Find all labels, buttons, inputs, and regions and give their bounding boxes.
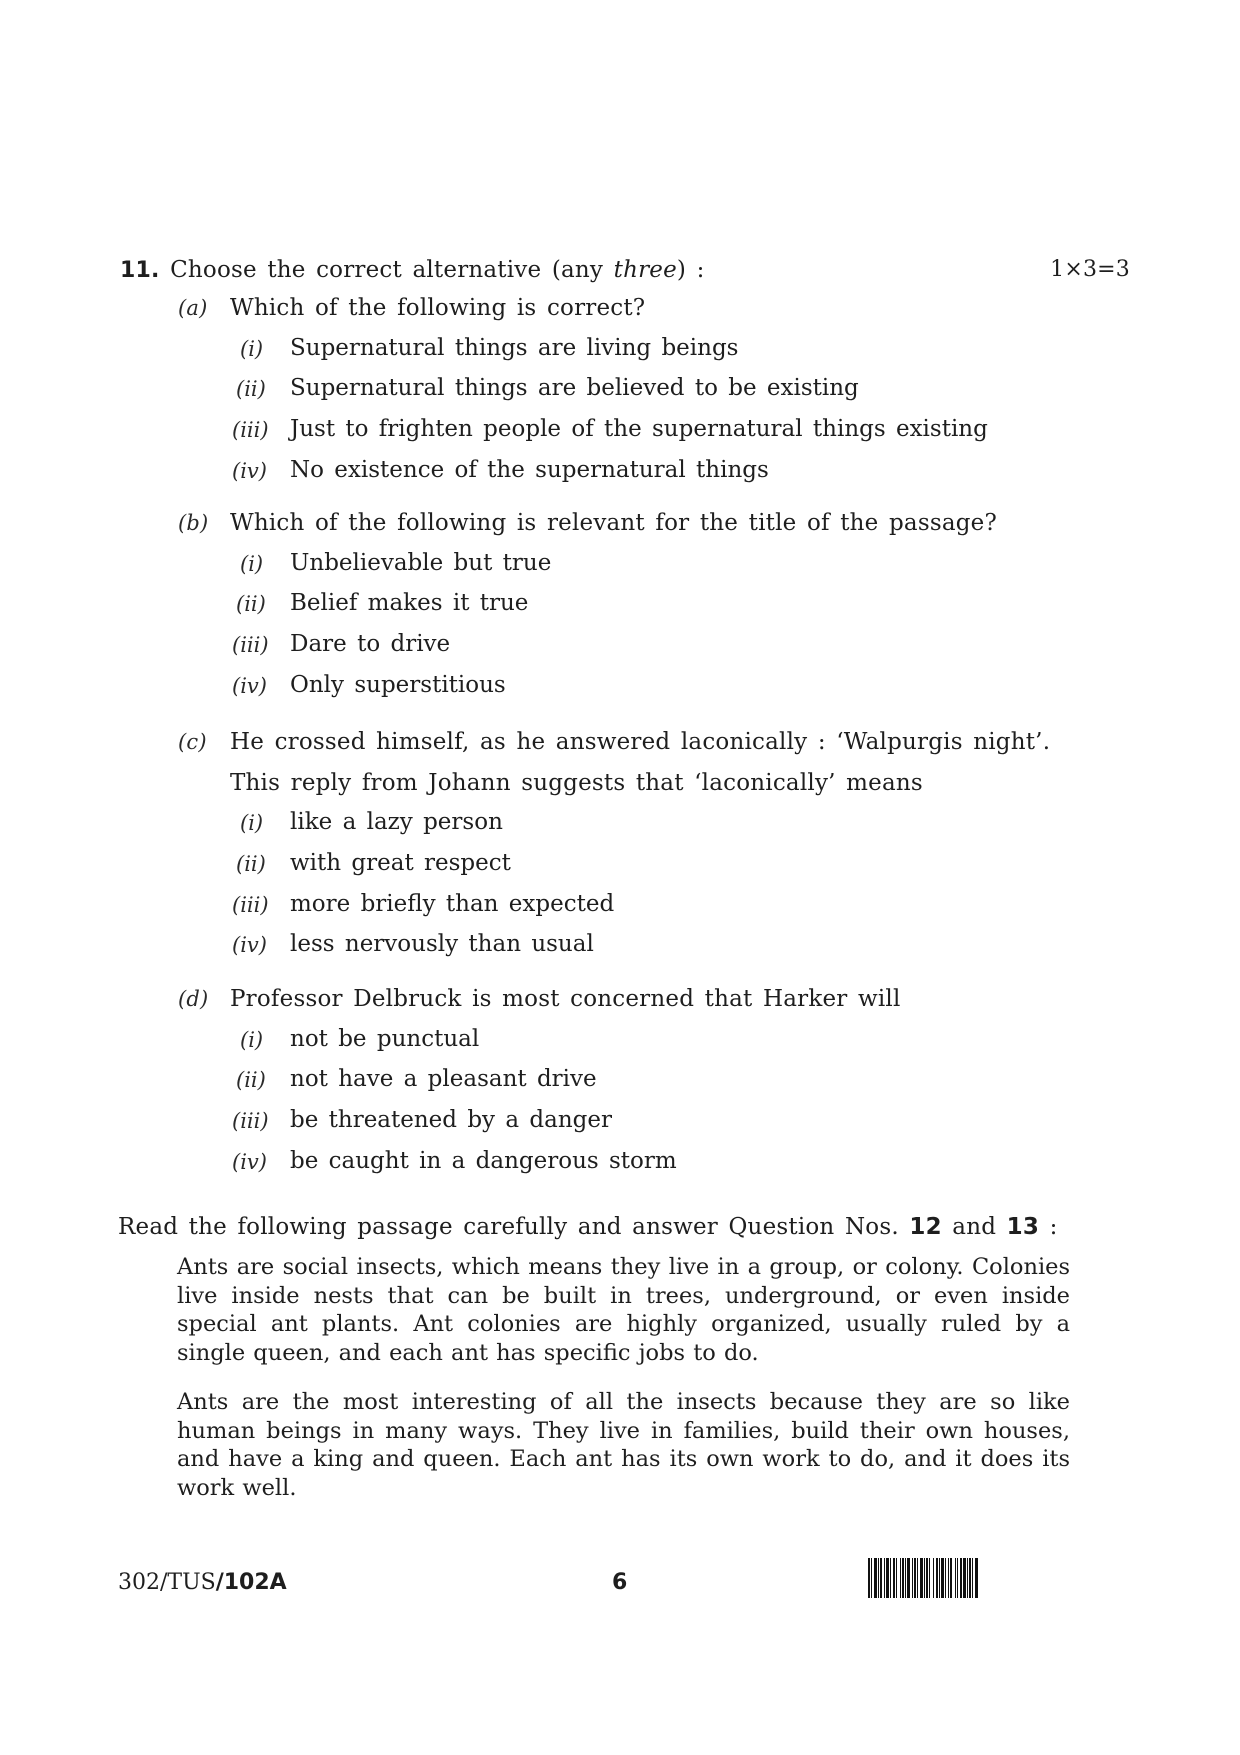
option-label: (ii) <box>236 592 266 617</box>
option-label: (i) <box>240 336 264 361</box>
passage-paragraph-1: Ants are social insects, which means they live in a group, or colony. Colonies live inside nests that can be built in trees, underground, or even inside special ant plants. Ant colonies are highly organized, usually ruled by a single queen, and each ant has specific jobs to do. <box>177 1254 1070 1367</box>
option-text: be threatened by a danger <box>290 1106 612 1133</box>
barcode-bars <box>868 1558 979 1598</box>
option-text: be caught in a dangerous storm <box>290 1147 677 1174</box>
option-b-4[interactable] <box>0 672 1240 702</box>
question-ref-13: 13 <box>1006 1214 1040 1240</box>
part-c-stem: He crossed himself, as he answered laconically : ‘Walpurgis night’. <box>230 729 1051 755</box>
option-text: Just to frighten people of the supernatural things existing <box>290 415 988 442</box>
option-label: (ii) <box>236 1068 266 1093</box>
option-a-4[interactable] <box>0 457 1240 487</box>
option-text: Dare to drive <box>290 630 451 657</box>
option-label: (i) <box>240 1027 264 1052</box>
option-label: (iv) <box>232 458 267 483</box>
option-d-4[interactable] <box>0 1148 1240 1178</box>
barcode-icon <box>868 1558 979 1598</box>
option-label: (ii) <box>236 851 266 876</box>
option-b-1[interactable] <box>0 550 1240 580</box>
question-number: 11. <box>120 258 160 283</box>
option-text: No existence of the supernatural things <box>290 456 769 483</box>
option-a-2[interactable] <box>0 375 1240 405</box>
option-label: (iii) <box>232 417 269 442</box>
option-c-4[interactable] <box>0 931 1240 961</box>
part-a-stem: Which of the following is correct? <box>230 295 646 321</box>
option-d-2[interactable] <box>0 1066 1240 1096</box>
option-text: less nervously than usual <box>290 931 594 958</box>
part-d-stem: Professor Delbruck is most concerned that Harker will <box>230 986 901 1012</box>
question-marks: 1×3=3 <box>1050 257 1130 282</box>
option-text: Belief makes it true <box>290 590 529 617</box>
part-c-label: (c) <box>178 730 207 754</box>
option-text: more briefly than expected <box>290 890 615 917</box>
option-text: with great respect <box>290 849 511 876</box>
part-b-label: (b) <box>178 511 209 535</box>
option-label: (iii) <box>232 892 269 917</box>
option-text: Only superstitious <box>290 671 506 698</box>
option-a-3[interactable] <box>0 416 1240 446</box>
option-c-3[interactable] <box>0 891 1240 921</box>
option-text: Unbelievable but true <box>290 549 552 576</box>
question-instruction: Choose the correct alternative (any three) : <box>170 257 705 283</box>
part-d-label: (d) <box>178 987 209 1011</box>
option-c-1[interactable] <box>0 809 1240 839</box>
option-b-2[interactable] <box>0 590 1240 620</box>
question-ref-12: 12 <box>909 1214 942 1240</box>
option-label: (iv) <box>232 673 267 698</box>
option-label: (ii) <box>236 377 266 402</box>
option-text: Supernatural things are believed to be existing <box>290 375 859 402</box>
option-text: like a lazy person <box>290 809 503 836</box>
option-text: not be punctual <box>290 1025 480 1052</box>
option-b-3[interactable] <box>0 631 1240 661</box>
option-c-2[interactable] <box>0 850 1240 880</box>
paper-code: 302/TUS/102A <box>118 1570 287 1595</box>
option-label: (i) <box>240 551 264 576</box>
page-number: 6 <box>612 1570 628 1595</box>
part-b-stem: Which of the following is relevant for the title of the passage? <box>230 510 998 536</box>
barcode-bar <box>978 1558 979 1598</box>
passage-paragraph-2: Ants are the most interesting of all the insects because they are so like human beings in many ways. They live in families, build their own houses, and have a king and queen. Each ant has its own work to do, and it does its work well. <box>177 1389 1070 1502</box>
part-c-stem: This reply from Johann suggests that ‘laconically’ means <box>230 769 923 796</box>
option-d-3[interactable] <box>0 1107 1240 1137</box>
option-label: (iii) <box>232 632 269 657</box>
option-label: (iv) <box>232 1149 267 1174</box>
option-text: Supernatural things are living beings <box>290 334 739 361</box>
option-text: not have a pleasant drive <box>290 1066 597 1093</box>
passage-intro: Read the following passage carefully and answer Question Nos. 12 and 13 : <box>118 1214 1058 1240</box>
option-a-1[interactable] <box>0 335 1240 365</box>
option-label: (iii) <box>232 1108 269 1133</box>
option-label: (iv) <box>232 933 267 958</box>
part-a-label: (a) <box>178 296 208 320</box>
option-d-1[interactable] <box>0 1026 1240 1056</box>
question-11-header <box>120 255 705 286</box>
option-label: (i) <box>240 811 264 836</box>
